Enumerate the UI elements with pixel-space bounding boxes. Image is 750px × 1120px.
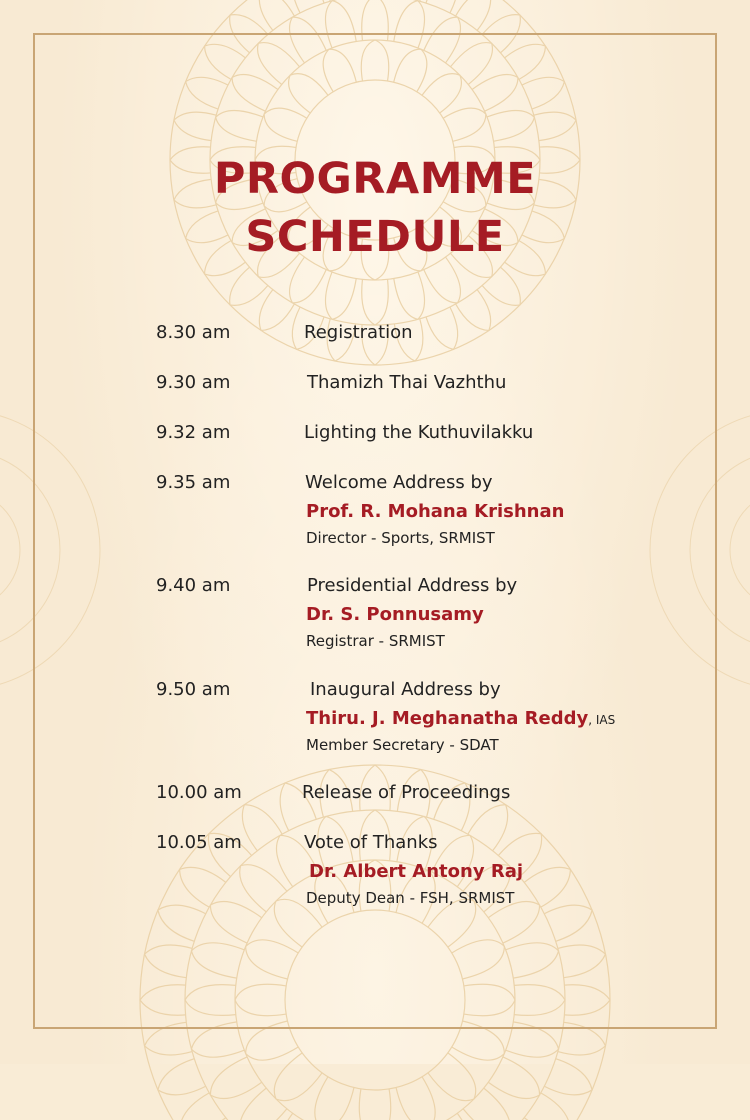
- schedule-time: 9.35 am: [156, 472, 231, 493]
- speaker-name-text: Thiru. J. Meghanatha Reddy: [306, 708, 589, 729]
- speaker-name: Dr. Albert Antony Raj: [309, 861, 524, 882]
- speaker-name: Dr. S. Ponnusamy: [306, 604, 484, 625]
- schedule-time: 9.30 am: [156, 372, 231, 393]
- schedule-event: Vote of Thanks: [304, 832, 438, 853]
- schedule-event: Presidential Address by: [307, 575, 518, 596]
- speaker-name: [306, 708, 615, 729]
- title-line-1: PROGRAMME: [213, 154, 537, 204]
- schedule-event: Inaugural Address by: [310, 679, 501, 700]
- speaker-suffix: , IAS: [588, 713, 616, 727]
- speaker-role: Member Secretary - SDAT: [306, 736, 499, 754]
- schedule-time: 8.30 am: [156, 322, 231, 343]
- schedule-time: 9.50 am: [156, 679, 231, 700]
- schedule-event: Welcome Address by: [305, 472, 493, 493]
- speaker-role: Registrar - SRMIST: [306, 632, 445, 650]
- speaker-role: Deputy Dean - FSH, SRMIST: [306, 889, 515, 907]
- title-line-2: SCHEDULE: [245, 212, 505, 262]
- page-title: [0, 150, 750, 266]
- schedule-time: 9.32 am: [156, 422, 231, 443]
- speaker-role: Director - Sports, SRMIST: [306, 529, 495, 547]
- schedule-event: Lighting the Kuthuvilakku: [304, 422, 534, 443]
- schedule-event: Registration: [304, 322, 413, 343]
- schedule-event: Release of Proceedings: [302, 782, 511, 803]
- speaker-name: Prof. R. Mohana Krishnan: [306, 501, 565, 522]
- schedule-event: Thamizh Thai Vazhthu: [307, 372, 507, 393]
- schedule-time: 9.40 am: [156, 575, 231, 596]
- schedule-time: 10.00 am: [156, 782, 242, 803]
- schedule-time: 10.05 am: [156, 832, 242, 853]
